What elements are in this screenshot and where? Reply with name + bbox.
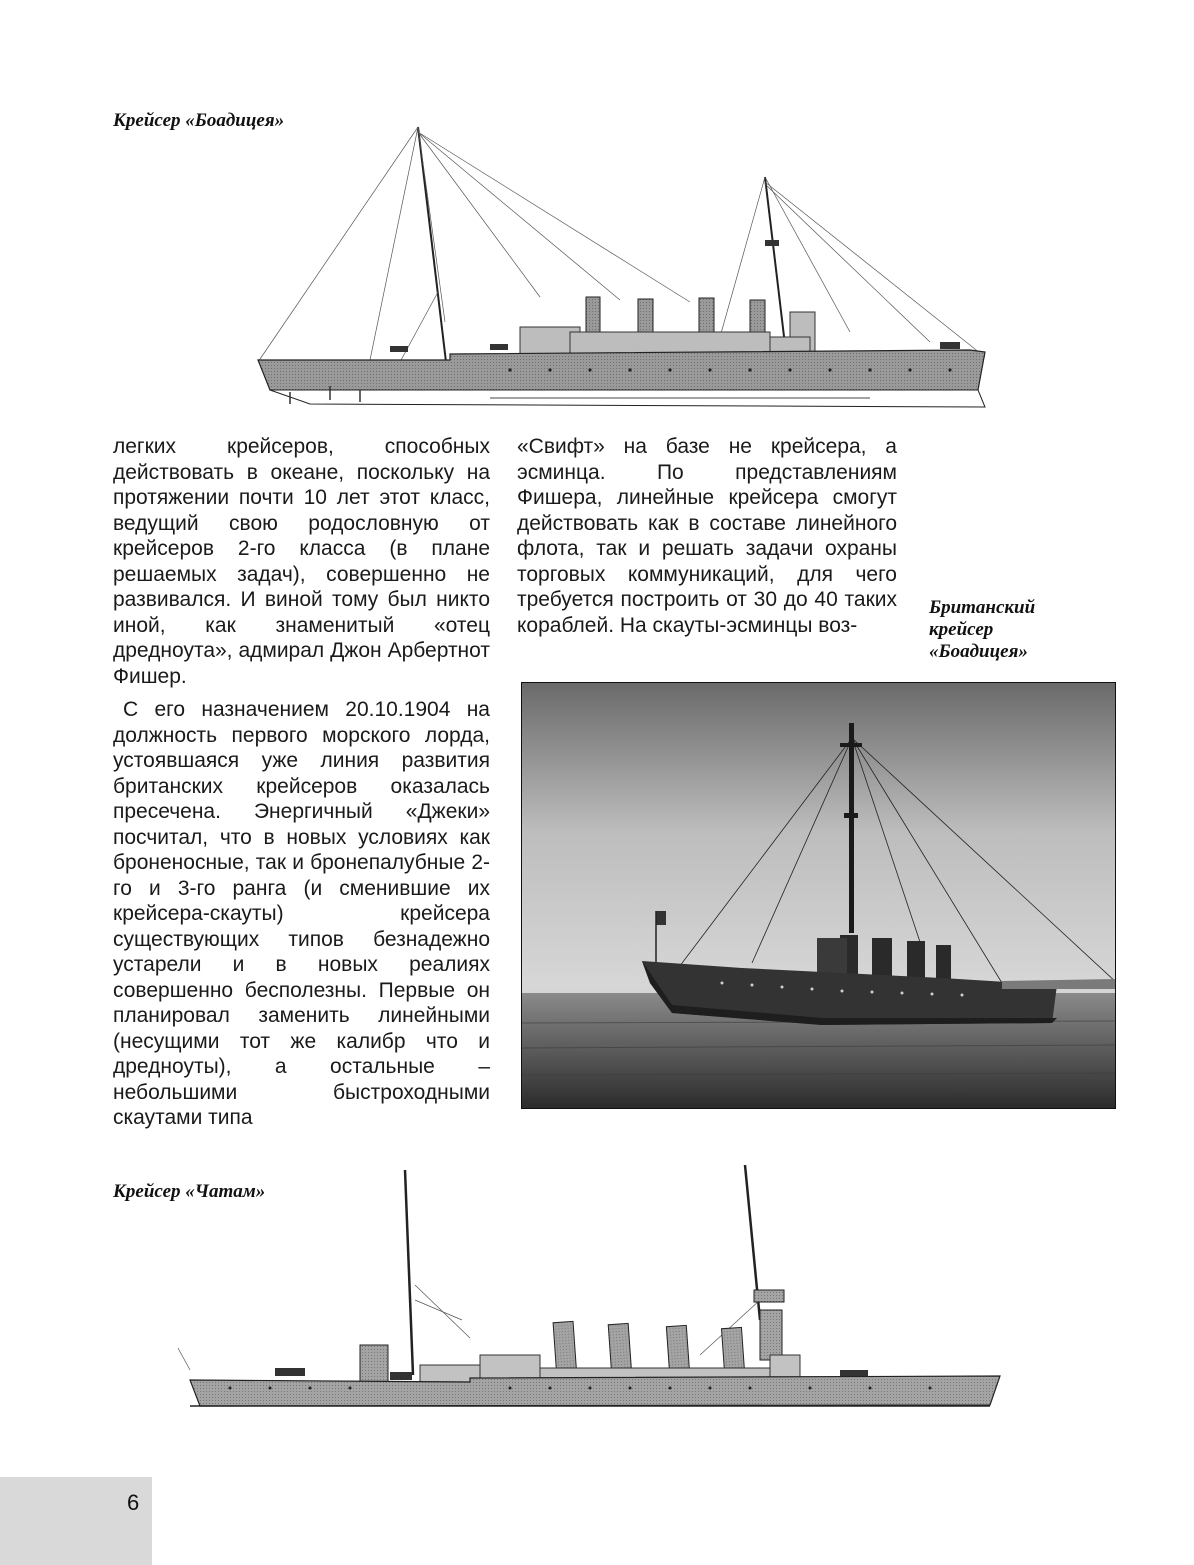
text-column-left [113,434,490,1131]
chatham-drawing [170,1160,1015,1415]
boadicea-drawing [250,122,990,412]
paragraph: С его назначением 20.10.1904 на должность первого морского лорда, устоявшаяся уже линия развития британских крейсеров оказалась пресечена. Энергичный «Джеки» посчитал, что в новых условиях как броненосные, так и бронепалубные 2-го и 3-го ранга (и сменившие их крейсера-скауты) крейсера существующих типов безнадежно устарели и в новых реалиях совершенно бесполезны. Первые он планировал заменить линейными (несущими тот же калибр что и дредноуты), а остальные – небольшими быстроходными скаутами типа [113,698,490,1129]
photo-caption-line: Британский [929,597,1036,618]
drawing-top-caption: Крейсер «Боадицея» [113,110,285,131]
paragraph: «Свифт» на базе не крейсера, а эсминца. По представлениям Фишера, линейные крейсера смогут действовать как в составе линейного флота, так и решать задачи охраны торговых коммуникаций, для чего требуется построить от 30 до 40 таких кораблей. На скауты-эсминцы воз- [517,435,897,637]
cruiser-photo [521,682,1116,1109]
photo-caption [929,597,1079,663]
page-number: 6 [127,1490,140,1515]
paragraph: легких крейсеров, способных действовать в океане, поскольку на протяжении почти 10 лет этот класс, ведущий свою родословную от крейсеров 2-го класса (в плане решаемых задач), совершенно не развивался. И виной тому был никто иной, как знаменитый «отец дредноута», адмирал Джон Арбертнот Фишер. [113,435,490,688]
photo-caption-line: крейсер [929,619,994,640]
text-column-middle [517,434,897,638]
photo-caption-line: «Боадицея» [929,641,1028,662]
drawing-bottom-caption: Крейсер «Чатам» [113,1181,266,1202]
